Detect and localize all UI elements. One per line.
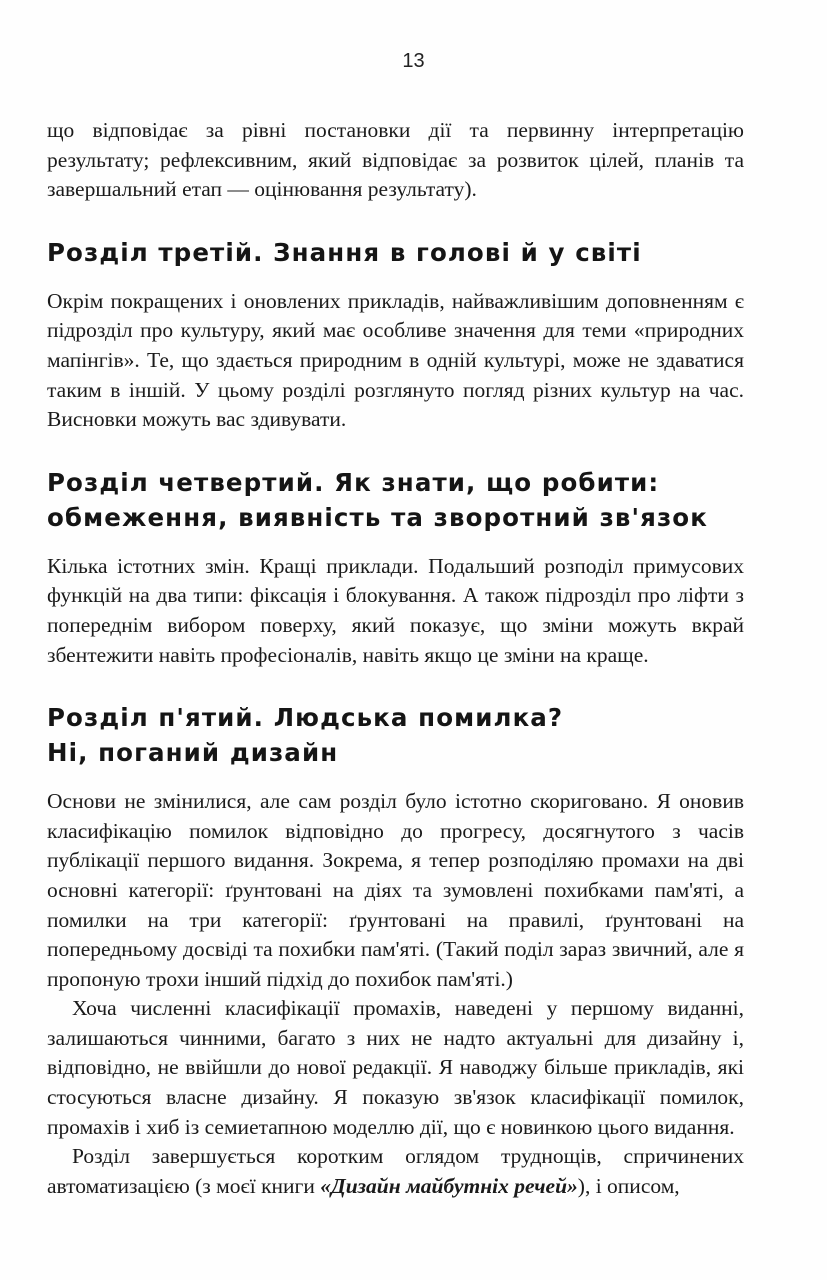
spacer — [47, 205, 744, 235]
section5-body-2: Хоча численні класифікації промахів, наведені у першому виданні, залишаються чинними, багато з них не надто актуальні для дизайну і, відповідно, не ввійшли до нової редакції. Я наводжу більше прикладів, які стосуються власне дизайну. Я показую зв'язок класифікації помилок, промахів і хиб із семиетапною моделлю дії, що є новинкою цього видання. — [47, 996, 744, 1139]
section4-heading-line1: Розділ четвертий. Як знати, що робити: — [47, 467, 660, 497]
section5-body-3 — [47, 1142, 744, 1201]
section4-heading — [47, 465, 744, 535]
section3-heading: Розділ третій. Знання в голові й у світі — [47, 237, 642, 267]
intro-paragraph: що відповідає за рівні постановки дії та первинну інтерпретацію результату; рефлексивним, який відповідає за розвиток цілей, планів та завершальний етап — оцінювання результату). — [47, 118, 744, 202]
spacer — [47, 670, 744, 700]
section4-heading-line2: обмеження, виявність та зворотний зв'язок — [47, 502, 708, 532]
section5-body-3-start: Розділ завершується коротким оглядом труднощів, спричинених автоматизацією (з моєї книги — [47, 1144, 744, 1198]
book-title: «Дизайн майбутніх речей» — [320, 1173, 578, 1198]
section5-body-1: Основи не змінилися, але сам розділ було істотно скориговано. Я оновив класифікацію помилок відповідно до прогресу, досягнутого з часів публікації першого видання. Зокрема, я тепер розподіляю промахи на дві основні категорії: ґрунтовані на діях та зумовлені похибками пам'яті, а помилки на три категорії: ґрунтовані на правилі, ґрунтовані на попередньому досвіді та похибки пам'яті. (Такий поділ зараз звичний, але я пропоную трохи інший підхід до похибок пам'яті.) — [47, 789, 744, 991]
section3-body: Окрім покращених і оновлених прикладів, найважливішим доповненням є підрозділ про культуру, який має особливе значення для теми «природних мапінгів». Те, що здається природним в одній культурі, може не здаватися таким в іншій. У цьому розділі розглянуто погляд різних культур на час. Висновки можуть вас здивувати. — [47, 288, 744, 432]
section5-heading-line2: Ні, поганий дизайн — [47, 738, 339, 768]
section5-heading-line1: Розділ п'ятий. Людська помилка? — [47, 703, 564, 733]
spacer — [47, 770, 744, 787]
spacer — [47, 435, 744, 465]
section5-body-3-end: ), і описом, — [577, 1173, 680, 1198]
page-number: 13 — [402, 50, 425, 72]
spacer — [47, 535, 744, 552]
section5-heading — [47, 700, 744, 770]
section4-body: Кілька істотних змін. Кращі приклади. Подальший розподіл примусових функцій на два типи: фіксація і блокування. А також підрозділ про ліфти з попереднім вибором поверху, який показує, що зміни можуть вкрай збентежити навіть професіоналів, навіть якщо це зміни на краще. — [47, 553, 744, 667]
page-content — [47, 116, 744, 1201]
spacer — [47, 270, 744, 287]
